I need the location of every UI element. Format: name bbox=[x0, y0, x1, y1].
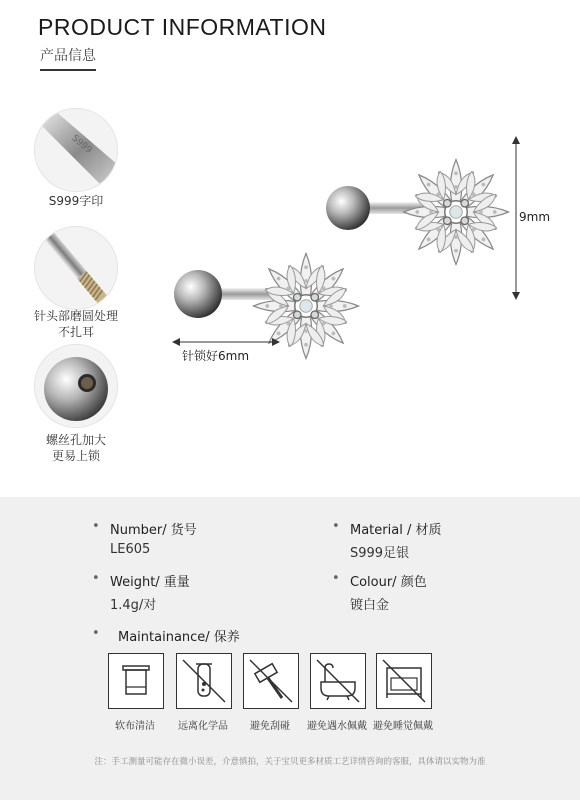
pin-tip-detail-image bbox=[34, 226, 118, 310]
maintenance-title: Maintainance/ 保养 bbox=[118, 630, 240, 645]
no-chemicals-label: 远离化学品 bbox=[178, 721, 228, 732]
spec-colour bbox=[332, 571, 427, 613]
s999-stamp-detail-image bbox=[34, 108, 118, 192]
spec-weight bbox=[92, 571, 190, 613]
measurement-note: 注：手工测量可能存在微小误差，介意慎拍，关于宝贝更多材质工艺详情咨询的客服，具体请以实物为准 bbox=[94, 757, 486, 767]
no-sleep-label: 避免睡觉佩戴 bbox=[373, 721, 433, 732]
no-scratch-icon bbox=[243, 653, 299, 709]
no-bath-label: 避免遇水佩戴 bbox=[307, 721, 367, 732]
pin-tip-caption bbox=[14, 308, 138, 340]
screw-hole-caption-text: 螺丝孔加大 更易上锁 bbox=[45, 433, 106, 463]
height-dimension-label: 9mm bbox=[519, 210, 551, 224]
svg-text:S999: S999 bbox=[69, 133, 94, 156]
soft-cloth-icon bbox=[108, 653, 164, 709]
soft-cloth-label: 软布清洁 bbox=[115, 721, 155, 732]
spec-material-value: S999足银 bbox=[350, 546, 410, 561]
screw-hole-caption bbox=[14, 432, 138, 464]
pin-tip-caption-text: 针头部磨圆处理 不扎耳 bbox=[33, 309, 118, 339]
spec-weight-label: Weight/ 重量 bbox=[110, 575, 190, 590]
bullet-icon: • bbox=[332, 519, 340, 534]
no-chemicals-icon bbox=[176, 653, 232, 709]
product-info-panel bbox=[0, 497, 580, 800]
spec-material-label: Material / 材质 bbox=[350, 523, 442, 538]
spec-number bbox=[92, 519, 197, 557]
no-sleep-icon bbox=[376, 653, 432, 709]
spec-material bbox=[332, 519, 442, 561]
no-scratch-label: 避免刮碰 bbox=[250, 721, 290, 732]
pin-length-dimension-label: 针锁好6mm bbox=[182, 349, 250, 363]
page-subtitle: 产品信息 bbox=[40, 45, 96, 71]
bullet-icon: • bbox=[92, 571, 100, 586]
spec-colour-value: 镀白金 bbox=[350, 598, 390, 613]
bullet-icon: • bbox=[332, 571, 340, 586]
no-bath-icon bbox=[310, 653, 366, 709]
spec-colour-label: Colour/ 颜色 bbox=[350, 575, 427, 590]
bullet-icon: • bbox=[92, 626, 100, 641]
screw-hole-detail-image bbox=[34, 344, 118, 428]
maintenance-heading bbox=[92, 626, 240, 645]
spec-number-label: Number/ 货号 bbox=[110, 523, 197, 538]
page-title: PRODUCT INFORMATION bbox=[38, 14, 327, 40]
spec-weight-value: 1.4g/对 bbox=[110, 598, 157, 613]
s999-stamp-caption: S999字印 bbox=[48, 194, 104, 208]
spec-number-value: LE605 bbox=[110, 542, 151, 557]
bullet-icon: • bbox=[92, 519, 100, 534]
